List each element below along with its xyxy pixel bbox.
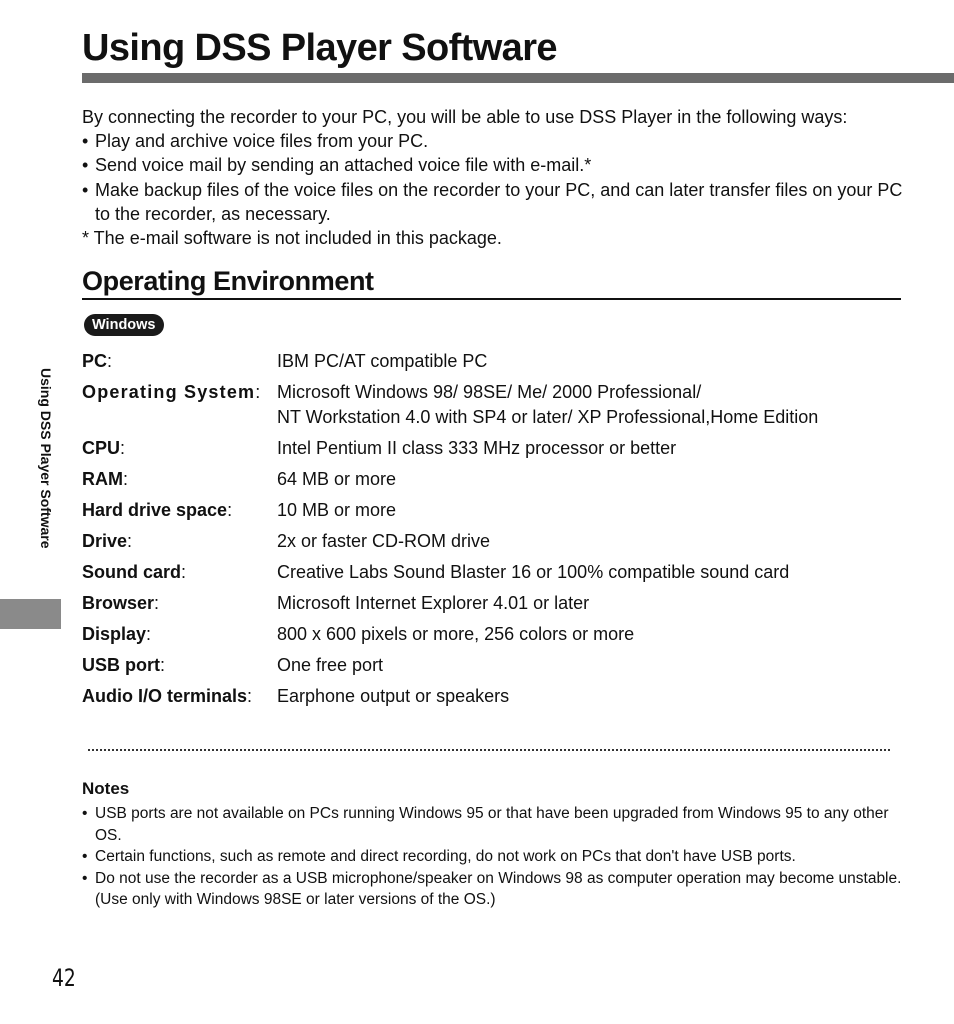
spec-value: 800 x 600 pixels or more, 256 colors or more xyxy=(277,623,635,644)
note-text: USB ports are not available on PCs running Windows 95 or that have been upgraded from Windows 95 to any other OS. xyxy=(95,805,889,844)
spec-value: IBM PC/AT compatible PC xyxy=(277,351,488,371)
spec-row-cpu: CPU: Intel Pentium II class 333 MHz processor or better xyxy=(82,436,912,461)
spec-row-audio-io: Audio I/O terminals: Earphone output or speakers xyxy=(82,684,912,709)
spec-row-pc: PC: IBM PC/AT compatible PC xyxy=(82,349,912,374)
intro-bullet xyxy=(82,129,912,153)
bullet-icon: • xyxy=(82,179,89,200)
spec-label: PC xyxy=(82,351,108,371)
intro-bullet xyxy=(82,153,912,177)
page-title: Using DSS Player Software xyxy=(82,27,557,69)
intro-bullet-text: Send voice mail by sending an attached voice file with e-mail.* xyxy=(95,155,592,176)
note-text: Do not use the recorder as a USB microphone/speaker on Windows 98 as computer operation may become unstable. (Use only with Windows 98SE or later versions of the OS.) xyxy=(95,869,902,909)
title-underline-bar xyxy=(82,73,954,83)
spec-row-usb-port: USB port: One free port xyxy=(82,653,912,678)
section-divider xyxy=(82,298,901,300)
spec-label: Display xyxy=(82,623,147,644)
spec-row-drive: Drive: 2x or faster CD-ROM drive xyxy=(82,529,912,554)
intro-section xyxy=(82,105,912,250)
spec-label: Browser xyxy=(82,592,155,613)
spec-value: Creative Labs Sound Blaster 16 or 100% compatible sound card xyxy=(277,561,790,582)
spec-value: NT Workstation 4.0 with SP4 or later/ XP Professional,Home Edition xyxy=(277,406,819,427)
spec-label: Audio I/O terminals xyxy=(82,685,248,706)
side-tab-marker xyxy=(0,599,61,629)
spec-value: One free port xyxy=(277,654,384,675)
spec-table xyxy=(82,349,912,715)
bullet-icon: • xyxy=(82,805,88,822)
spec-value: 64 MB or more xyxy=(277,468,397,489)
spec-value: Microsoft Internet Explorer 4.01 or later xyxy=(277,592,590,613)
spec-label: USB port xyxy=(82,654,160,675)
side-section-label: Using DSS Player Software xyxy=(38,368,54,549)
intro-footnote: * The e-mail software is not included in this package. xyxy=(82,228,502,249)
note-item xyxy=(82,868,907,911)
spec-row-display: Display: 800 x 600 pixels or more, 256 colors or more xyxy=(82,622,912,647)
windows-badge: Windows xyxy=(84,314,164,336)
spec-value: Earphone output or speakers xyxy=(277,685,510,706)
bullet-icon: • xyxy=(82,869,88,887)
intro-bullet-text: Play and archive voice files from your PC. xyxy=(95,131,429,152)
spec-label: Hard drive space xyxy=(82,499,228,520)
spec-value: Microsoft Windows 98/ 98SE/ Me/ 2000 Professional/ xyxy=(277,382,702,402)
intro-lead: By connecting the recorder to your PC, you will be able to use DSS Player in the following ways: xyxy=(82,107,848,127)
bullet-icon: • xyxy=(82,131,89,152)
spec-value: 2x or faster CD-ROM drive xyxy=(277,530,491,551)
note-text: Certain functions, such as remote and direct recording, do not work on PCs that don't have USB ports. xyxy=(95,848,796,866)
spec-label: RAM xyxy=(82,468,123,489)
dotted-separator xyxy=(88,749,890,751)
intro-bullet-text: Make backup files of the voice files on the recorder to your PC, and can later transfer files on your PC to the recorder, as necessary. xyxy=(95,179,903,224)
bullet-icon: • xyxy=(82,155,89,176)
spec-row-browser: Browser: Microsoft Internet Explorer 4.01 or later xyxy=(82,591,912,616)
spec-row-ram: RAM: 64 MB or more xyxy=(82,467,912,492)
notes-heading: Notes xyxy=(82,779,130,798)
spec-label: Operating System xyxy=(82,382,256,402)
section-heading: Operating Environment xyxy=(82,266,374,296)
spec-label: CPU xyxy=(82,437,121,458)
notes-list xyxy=(82,803,907,911)
spec-row-hard-drive: Hard drive space: 10 MB or more xyxy=(82,498,912,523)
bullet-icon: • xyxy=(82,848,88,866)
spec-value: 10 MB or more xyxy=(277,499,397,520)
spec-row-operating-system: Operating System: Microsoft Windows 98/ 98SE/ Me/ 2000 Professional/ NT Workstation 4.0 with SP4 or later/ XP Professional,Home Edition xyxy=(82,380,912,429)
intro-bullet xyxy=(82,178,912,226)
page-number: 42 xyxy=(52,964,76,992)
spec-row-sound-card: Sound card: Creative Labs Sound Blaster 16 or 100% compatible sound card xyxy=(82,560,912,585)
spec-label: Sound card xyxy=(82,561,182,582)
spec-label: Drive xyxy=(82,530,128,551)
note-item xyxy=(82,803,907,846)
note-item xyxy=(82,846,907,868)
spec-value: Intel Pentium II class 333 MHz processor or better xyxy=(277,437,677,458)
